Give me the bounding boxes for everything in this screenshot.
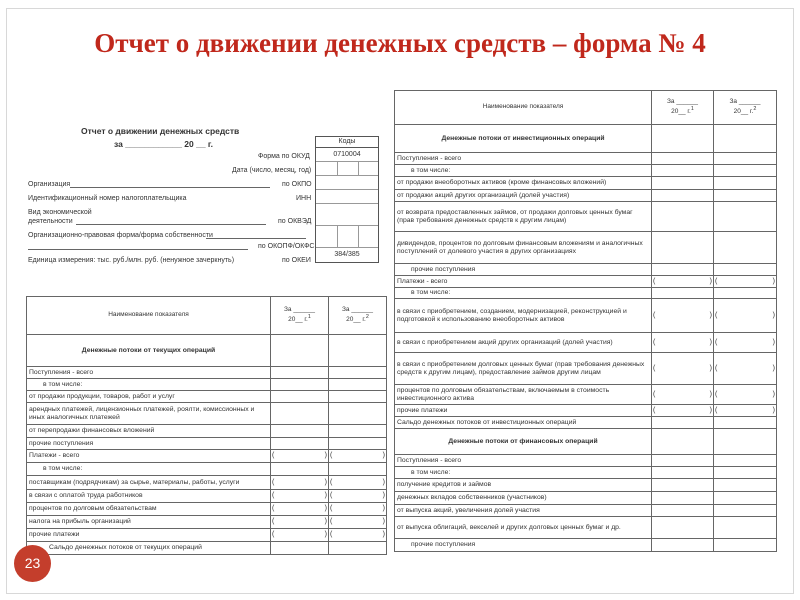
row-label: денежных вкладов собственников (участников) — [395, 492, 652, 505]
row-label: Платежи - всего — [27, 450, 271, 463]
row-label: от продажи продукции, товаров, работ и услуг — [27, 391, 271, 403]
table-row — [395, 405, 777, 417]
inn-long-label: Идентификационный номер налогоплательщика — [28, 195, 187, 202]
paren-cell: ( ) — [715, 338, 775, 346]
row-label: от выпуска облигаций, векселей и других долговых ценных бумаг и др. — [395, 517, 652, 539]
activity-label-2: деятельности — [28, 218, 73, 225]
column-year-1: 20__ г. — [671, 108, 691, 116]
codes-box — [315, 136, 379, 263]
table-row — [395, 190, 777, 202]
table-row — [395, 467, 777, 479]
table-row — [27, 463, 387, 476]
paren-cell: ( ) — [330, 452, 385, 460]
table-row — [395, 539, 777, 552]
paren-cell: ( ) — [653, 277, 712, 285]
column-za-2: За ______ — [729, 98, 761, 106]
table-row — [395, 232, 777, 264]
row-label: в связи с приобретением акций других организаций (долей участия) — [395, 333, 652, 353]
paren-cell: ( ) — [653, 390, 712, 398]
row-label: Поступления - всего — [27, 367, 271, 379]
okei-code: 384/385 — [334, 251, 360, 258]
table-row — [27, 450, 387, 463]
row-label: прочие поступления — [395, 539, 652, 552]
investment-section-title: Денежные потоки от инвестиционных операций — [395, 125, 652, 153]
table-row — [395, 177, 777, 190]
table-row — [27, 391, 387, 403]
report-header-form — [26, 122, 388, 270]
table-header-row — [395, 91, 777, 125]
okopf-label: по ОКОПФ/ОКФС — [258, 243, 315, 250]
table-row — [27, 516, 387, 529]
row-label: Сальдо денежных потоков от текущих операций — [27, 542, 271, 555]
okei-label: по ОКЕИ — [282, 257, 311, 264]
column-year-2: 20__ г. — [346, 316, 366, 324]
okpo-label: по ОКПО — [282, 181, 312, 188]
paren-cell: ( ) — [330, 505, 385, 513]
table-row — [395, 455, 777, 467]
row-label: в том числе: — [395, 288, 652, 299]
row-label: в том числе: — [27, 463, 271, 476]
table-row — [395, 276, 777, 288]
row-label: в том числе: — [395, 165, 652, 177]
okved-code-cell — [316, 204, 378, 226]
date-label: Дата (число, месяц, год) — [232, 167, 312, 174]
paren-cell: ( ) — [272, 531, 327, 539]
organization-label: Организация — [28, 181, 71, 188]
table-row — [395, 417, 777, 429]
row-label: в связи с приобретением долговых ценных бумаг (прав требования денежных средств к другим лицам), предоставление займов другим лицам — [395, 353, 652, 385]
row-label: прочие платежи — [27, 529, 271, 542]
table-row — [27, 367, 387, 379]
column-sup-2: 2 — [753, 105, 757, 112]
column-za-1: За ______ — [666, 98, 699, 106]
row-label: от продажи внеоборотных активов (кроме финансовых вложений) — [395, 177, 652, 190]
row-label: прочие поступления — [395, 264, 652, 276]
column-sup-1: 1 — [690, 105, 694, 112]
row-label: получение кредитов и займов — [395, 479, 652, 492]
table-row — [395, 125, 777, 153]
paren-cell: ( ) — [715, 390, 775, 398]
organization-line — [70, 187, 270, 188]
table-row — [395, 299, 777, 333]
operating-cashflow-table — [26, 296, 387, 555]
page-number-badge: 23 — [14, 545, 51, 582]
paren-cell: ( ) — [272, 478, 327, 486]
row-label: поставщикам (подрядчикам) за сырье, материалы, работы, услуги — [27, 476, 271, 490]
table-row — [395, 479, 777, 492]
date-code-cell — [316, 162, 378, 176]
column-year1-header — [271, 297, 329, 335]
column-year-1: 20__ г. — [288, 316, 308, 324]
row-label: налога на прибыль организаций — [27, 516, 271, 529]
paren-cell: ( ) — [330, 478, 385, 486]
financial-section-title: Денежные потоки от финансовых операций — [395, 429, 652, 455]
row-label: дивидендов, процентов по долговым финансовым вложениям и аналогичных поступлений от долевого участия в других организациях — [395, 232, 652, 264]
okopf-code-cell — [316, 226, 378, 248]
legal-form-line — [206, 238, 306, 239]
row-label: процентов по долговым обязательствам — [27, 503, 271, 516]
paren-cell: ( ) — [715, 364, 775, 372]
row-label: прочие поступления — [27, 438, 271, 450]
inn-label: ИНН — [296, 195, 312, 202]
table-row — [27, 529, 387, 542]
table-row — [395, 492, 777, 505]
row-label: в связи с оплатой труда работников — [27, 490, 271, 503]
activity-line — [76, 224, 266, 225]
okpo-code-cell — [316, 176, 378, 190]
table-row — [395, 385, 777, 405]
column-year2-header — [329, 297, 387, 335]
column-za-1: За ______ — [283, 306, 316, 314]
column-name-header: Наименование показателя — [395, 91, 652, 125]
okved-label: по ОКВЭД — [278, 218, 312, 225]
paren-cell: ( ) — [715, 406, 775, 414]
paren-cell: ( ) — [653, 364, 712, 372]
row-label: прочие платежи — [395, 405, 652, 417]
row-label: от выпуска акций, увеличения долей участия — [395, 505, 652, 517]
okud-label: Форма по ОКУД — [258, 153, 310, 160]
row-label: от продажи акций других организаций (долей участия) — [395, 190, 652, 202]
inn-code-cell — [316, 190, 378, 204]
investment-financial-cashflow-table — [394, 90, 777, 552]
table-row — [395, 165, 777, 177]
paren-cell: ( ) — [272, 518, 327, 526]
legal-form-label: Организационно-правовая форма/форма собственности — [28, 232, 213, 239]
table-row — [395, 202, 777, 232]
table-row — [395, 353, 777, 385]
row-label: Сальдо денежных потоков от инвестиционных операций — [395, 417, 652, 429]
table-row — [27, 403, 387, 425]
column-za-2: За ______ — [341, 306, 374, 314]
paren-cell: ( ) — [330, 518, 385, 526]
table-row — [27, 503, 387, 516]
row-label: от перепродажи финансовых вложений — [27, 425, 271, 438]
operating-section-title: Денежные потоки от текущих операций — [27, 335, 271, 367]
table-row — [395, 333, 777, 353]
row-label: от возврата предоставленных займов, от продажи долговых ценных бумаг (прав требования денежных средств к другим лицам) — [395, 202, 652, 232]
okud-code: 0710004 — [316, 148, 378, 162]
legal-form-line-2 — [28, 249, 248, 250]
paren-cell: ( ) — [272, 452, 327, 460]
report-title: Отчет о движении денежных средств — [81, 126, 240, 136]
table-row — [395, 153, 777, 165]
table-row — [27, 379, 387, 391]
table-row — [395, 517, 777, 539]
paren-cell: ( ) — [653, 338, 712, 346]
codes-header: Коды — [316, 137, 378, 148]
column-year-2: 20__ г. — [733, 108, 754, 116]
paren-cell: ( ) — [330, 531, 385, 539]
unit-label: Единица измерения: тыс. руб./млн. руб. (ненужное зачеркнуть) — [28, 257, 235, 264]
slide-title: Отчет о движении денежных средств – форма № 4 — [94, 28, 706, 58]
row-label: Платежи - всего — [395, 276, 652, 288]
paren-cell: ( ) — [272, 505, 327, 513]
paren-cell: ( ) — [653, 406, 712, 414]
row-label: в связи с приобретением, созданием, модернизацией, реконструкцией и подготовкой к использованию внеоборотных активов — [395, 299, 652, 333]
table-row — [395, 429, 777, 455]
table-row — [27, 476, 387, 490]
row-label: арендных платежей, лицензионных платежей, роялти, комиссионных и иных аналогичных платежей — [27, 403, 271, 425]
row-label: в том числе: — [27, 379, 271, 391]
paren-cell: ( ) — [653, 311, 712, 319]
table-row — [27, 490, 387, 503]
table-row — [27, 438, 387, 450]
table-row — [27, 335, 387, 367]
paren-cell: ( ) — [715, 311, 775, 319]
column-name-header: Наименование показателя — [27, 297, 271, 335]
paren-cell: ( ) — [272, 492, 327, 500]
row-label: в том числе: — [395, 467, 652, 479]
table-row — [395, 288, 777, 299]
table-row — [395, 505, 777, 517]
row-label: Поступления - всего — [395, 153, 652, 165]
report-date-line: за ____________ 20 __ г. — [114, 139, 213, 149]
column-sup-2: 2 — [365, 313, 369, 320]
row-label: процентов по долговым обязательствам, включаемым в стоимость инвестиционного актива — [395, 385, 652, 405]
column-year2-header — [714, 91, 777, 125]
activity-label-1: Вид экономической — [28, 209, 92, 216]
column-year1-header — [652, 91, 714, 125]
row-label: Поступления - всего — [395, 455, 652, 467]
table-header-row — [27, 297, 387, 335]
table-row — [27, 425, 387, 438]
table-row — [27, 542, 387, 555]
column-sup-1: 1 — [307, 313, 311, 320]
table-row — [395, 264, 777, 276]
paren-cell: ( ) — [715, 277, 775, 285]
paren-cell: ( ) — [330, 492, 385, 500]
